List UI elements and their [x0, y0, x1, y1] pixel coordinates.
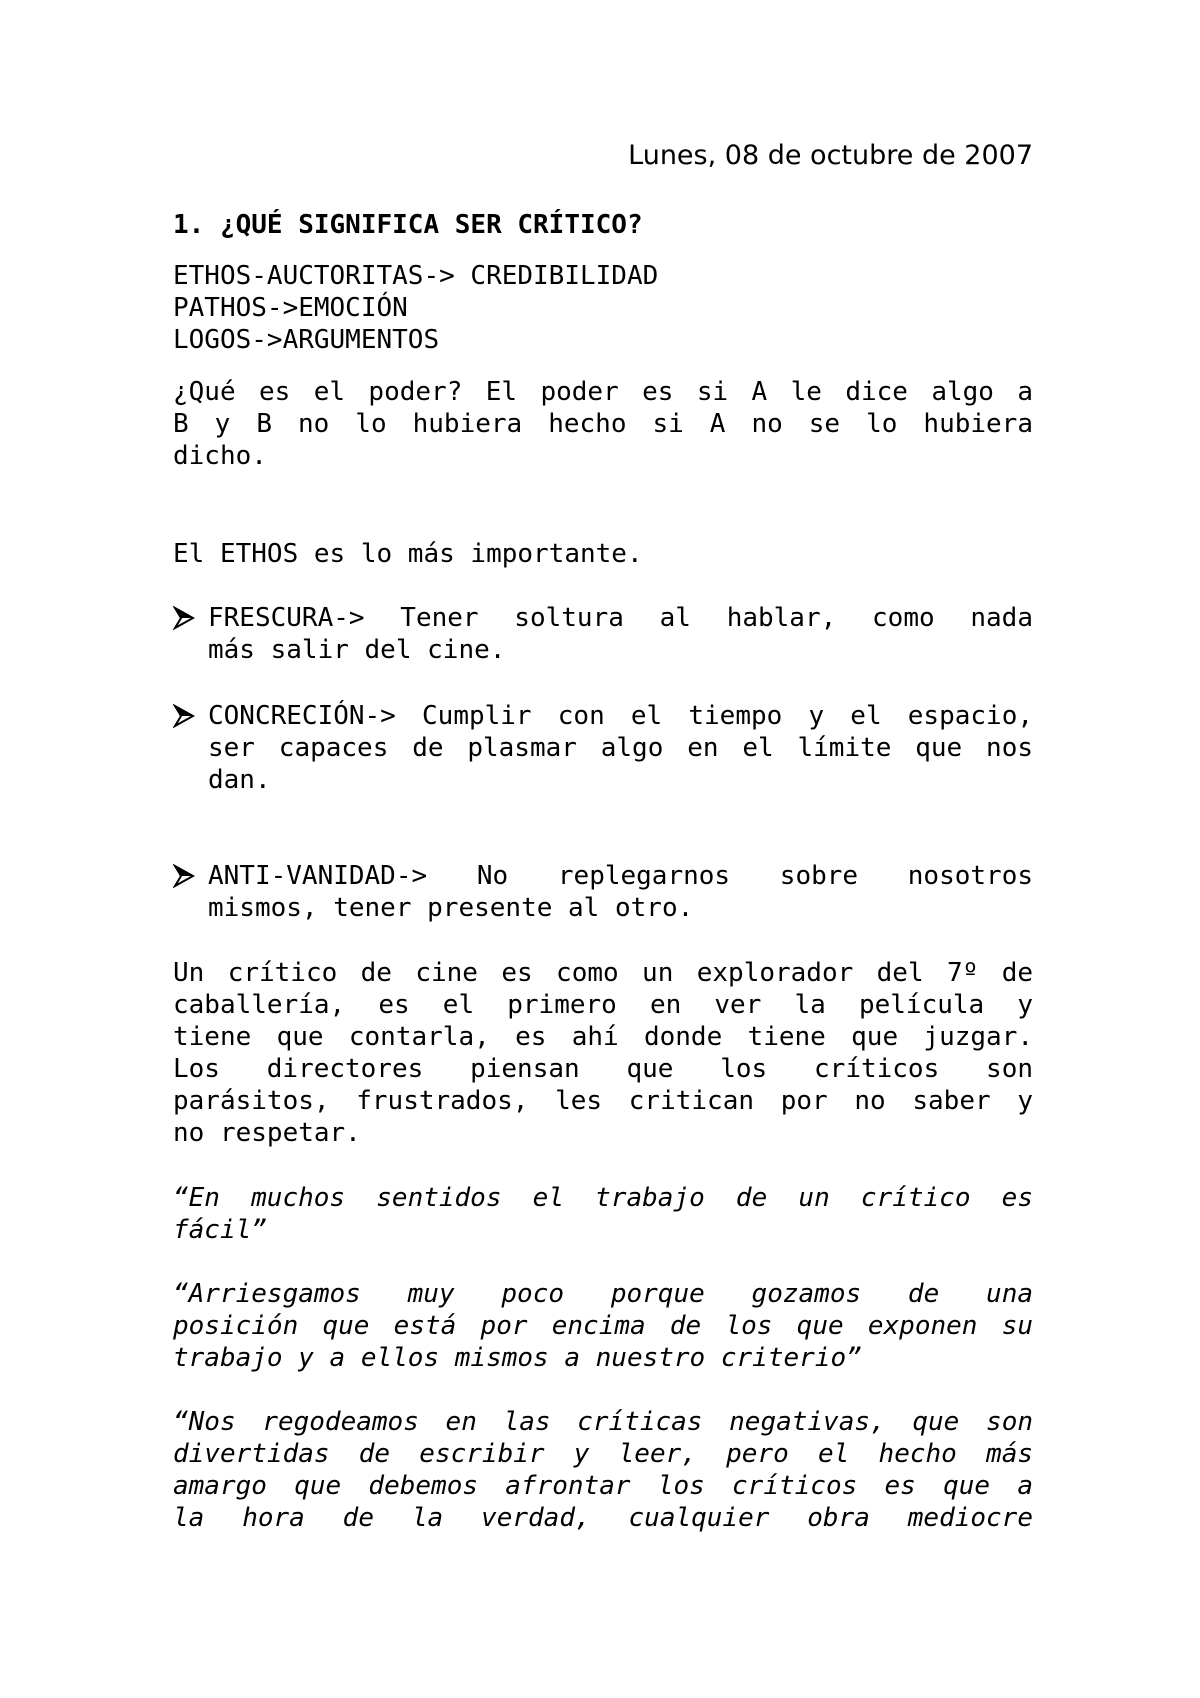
paragraph-line: Un crítico de cine es como un explorador del 7º de [173, 958, 1033, 988]
arrowhead-bullet-icon [173, 606, 195, 630]
ethos-pathos-logos-list [173, 260, 1033, 356]
ethos-importante-paragraph [173, 538, 1033, 570]
paragraph-line: caballería, es el primero en ver la película y [173, 990, 1033, 1020]
paragraph-line: parásitos, frustrados, les critican por no saber y [173, 1086, 1033, 1116]
bullet-line: CONCRECIÓN-> Cumplir con el tiempo y el espacio, [208, 701, 1033, 731]
arrowhead-bullet-icon [173, 864, 195, 888]
quote-line: amargo que debemos afrontar los críticos es que a [173, 1471, 1033, 1501]
quote-2 [173, 1278, 1033, 1374]
bullet-item-concrecion [173, 700, 1033, 796]
bullet-line: FRESCURA-> Tener soltura al hablar, como nada [208, 603, 1033, 633]
bullet-line: más salir del cine. [208, 635, 506, 665]
paragraph-line: B y B no lo hubiera hecho si A no se lo hubiera [173, 409, 1033, 439]
bullet-item-frescura [173, 602, 1033, 666]
bullet-item-anti-vanidad [173, 860, 1033, 924]
critico-paragraph [173, 957, 1033, 1149]
quote-line: “En muchos sentidos el trabajo de un crítico es [173, 1183, 1033, 1213]
pathos-line: PATHOS->EMOCIÓN [173, 293, 408, 323]
bullet-line: ANTI-VANIDAD-> No replegarnos sobre nosotros [208, 861, 1033, 891]
quote-line: divertidas de escribir y leer, pero el hecho más [173, 1439, 1033, 1469]
document-page [173, 0, 1033, 1698]
quote-line: “Arriesgamos muy poco porque gozamos de una [173, 1279, 1033, 1309]
logos-line: LOGOS->ARGUMENTOS [173, 325, 440, 355]
paragraph-line: El ETHOS es lo más importante. [173, 539, 643, 569]
quote-line: “Nos regodeamos en las críticas negativas, que son [173, 1407, 1033, 1437]
paragraph-line: tiene que contarla, es ahí donde tiene que juzgar. [173, 1022, 1033, 1052]
paragraph-line: no respetar. [173, 1118, 361, 1148]
document-date: Lunes, 08 de octubre de 2007 [628, 140, 1033, 171]
quote-line: posición que está por encima de los que exponen su [173, 1311, 1033, 1341]
quote-line: la hora de la verdad, cualquier obra mediocre [173, 1503, 1033, 1533]
paragraph-line: ¿Qué es el poder? El poder es si A le dice algo a [173, 377, 1033, 407]
quote-1 [173, 1182, 1033, 1246]
section-heading: 1. ¿QUÉ SIGNIFICA SER CRÍTICO? [173, 210, 643, 240]
quote-3 [173, 1406, 1033, 1534]
bullet-line: mismos, tener presente al otro. [208, 893, 694, 923]
quote-line: trabajo y a ellos mismos a nuestro criterio” [173, 1343, 862, 1373]
quote-line: fácil” [173, 1215, 267, 1245]
arrowhead-bullet-icon [173, 704, 195, 728]
ethos-line: ETHOS-AUCTORITAS-> CREDIBILIDAD [173, 261, 659, 291]
bullet-line: ser capaces de plasmar algo en el límite que nos [208, 733, 1033, 763]
paragraph-line: dicho. [173, 441, 267, 471]
poder-paragraph [173, 376, 1033, 472]
bullet-line: dan. [208, 765, 271, 795]
paragraph-line: Los directores piensan que los críticos son [173, 1054, 1033, 1084]
